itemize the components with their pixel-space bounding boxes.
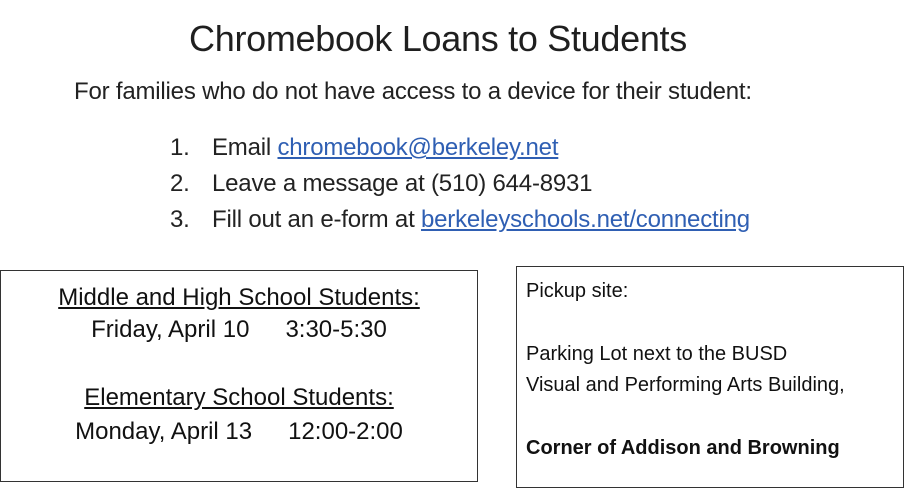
step-email (170, 130, 750, 166)
group2-time: 12:00-2:00 (288, 418, 403, 445)
schedule-box (0, 270, 478, 482)
step-phone (170, 166, 750, 202)
step-eform (170, 202, 750, 238)
page-title: Chromebook Loans to Students (189, 18, 687, 59)
steps-list (170, 130, 750, 238)
pickup-label: Pickup site: (526, 280, 629, 302)
step-text: Email (212, 134, 278, 161)
step-text: Leave a message at (510) 644-8931 (212, 170, 593, 197)
step-number: 2. (170, 170, 190, 197)
group2-schedule (1, 418, 477, 446)
pickup-line-2: Visual and Performing Arts Building, (526, 374, 845, 396)
email-link[interactable]: chromebook@berkeley.net (277, 134, 559, 161)
group2-day: Monday, April 13 (75, 418, 253, 445)
step-text: Fill out an e-form at (212, 206, 422, 233)
group1-time: 3:30-5:30 (285, 316, 387, 343)
pickup-corner: Corner of Addison and Browning (526, 437, 840, 459)
pickup-line-1: Parking Lot next to the BUSD (526, 343, 788, 365)
step-number: 3. (170, 206, 190, 233)
group1-day: Friday, April 10 (91, 316, 250, 343)
group2-heading: Elementary School Students: (84, 384, 394, 411)
step-number: 1. (170, 134, 190, 161)
group1-heading: Middle and High School Students: (58, 284, 420, 311)
group1-schedule (1, 316, 477, 344)
pickup-box (516, 266, 904, 488)
intro-text: For families who do not have access to a device for their student: (74, 78, 752, 105)
eform-link[interactable]: berkeleyschools.net/connecting (421, 206, 750, 233)
